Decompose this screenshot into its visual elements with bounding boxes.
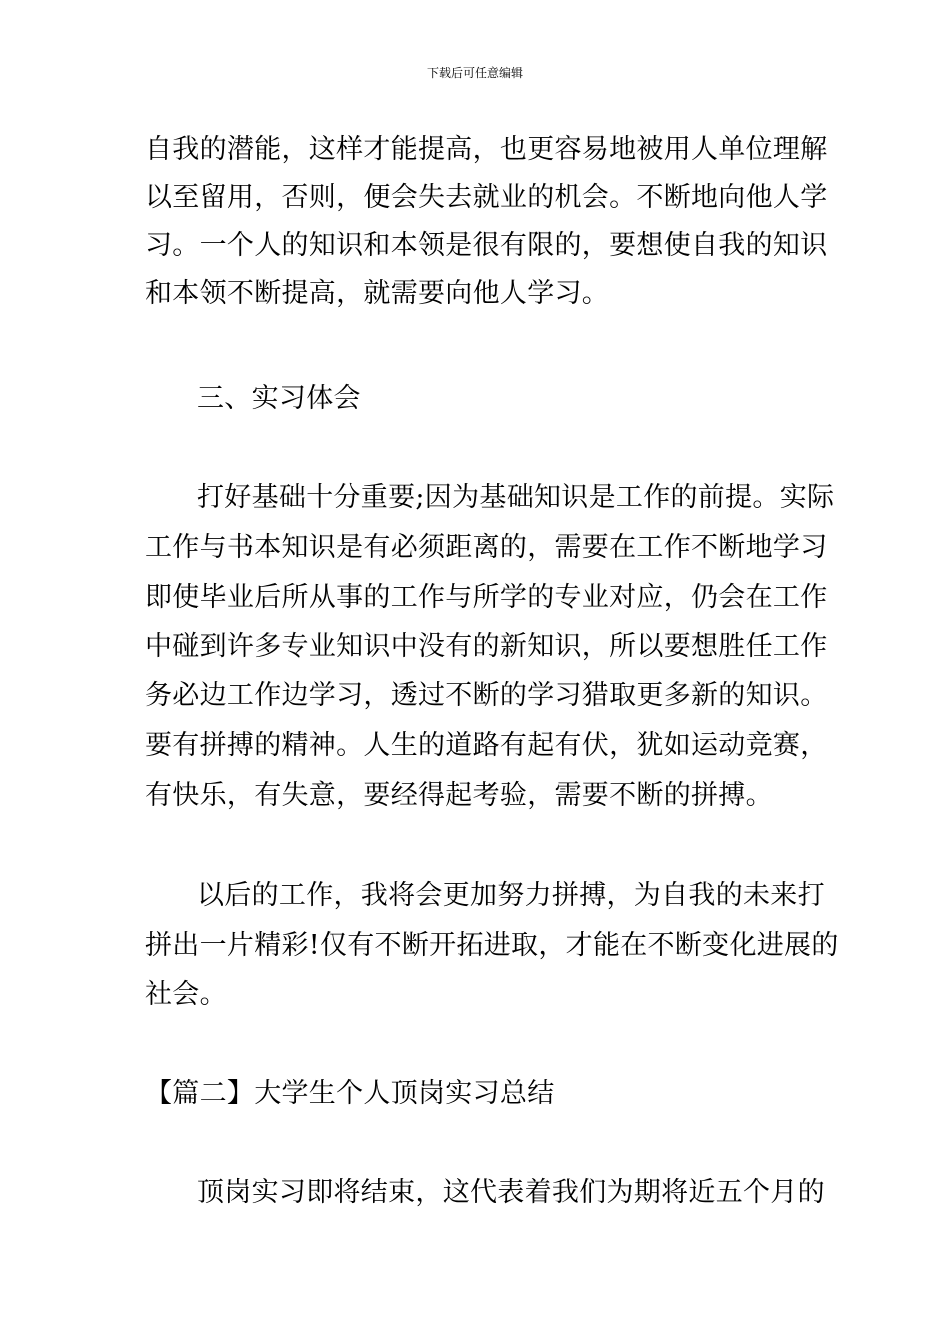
page-header: 下载后可任意编辑 <box>426 66 523 80</box>
paragraph-line: 以至留用，否则，便会失去就业的机会。不断地向他人学 <box>145 182 828 213</box>
paragraph-line: 务必边工作边学习，透过不断的学习猎取更多新的知识。 <box>145 680 828 711</box>
paragraph-line: 习。一个人的知识和本领是很有限的，要想使自我的知识 <box>145 230 828 261</box>
section-title: 【篇二】大学生个人顶岗实习总结 <box>145 1078 555 1109</box>
paragraph-line: 拼出一片精彩!仅有不断开拓进取，才能在不断变化进展的 <box>145 930 839 961</box>
paragraph-line: 社会。 <box>145 979 227 1010</box>
paragraph-line: 中碰到许多专业知识中没有的新知识，所以要想胜任工作 <box>145 631 828 662</box>
paragraph-line: 工作与书本知识是有必须距离的，需要在工作不断地学习 <box>145 532 828 563</box>
paragraph-line: 要有拼搏的精神。人生的道路有起有伏，犹如运动竞赛， <box>145 730 828 761</box>
paragraph-line: 和本领不断提高，就需要向他人学习。 <box>145 278 610 309</box>
paragraph-line: 即使毕业后所从事的工作与所学的专业对应，仍会在工作 <box>145 582 828 613</box>
paragraph-line: 有快乐，有失意，要经得起考验，需要不断的拼搏。 <box>145 780 773 811</box>
paragraph-line: 以后的工作，我将会更加努力拼搏，为自我的未来打 <box>197 880 825 911</box>
section-heading: 三、实习体会 <box>197 383 361 414</box>
paragraph-line: 自我的潜能，这样才能提高，也更容易地被用人单位理解 <box>145 134 828 165</box>
paragraph-line: 打好基础十分重要;因为基础知识是工作的前提。实际 <box>197 482 835 513</box>
paragraph-line: 顶岗实习即将结束，这代表着我们为期将近五个月的 <box>197 1177 825 1208</box>
